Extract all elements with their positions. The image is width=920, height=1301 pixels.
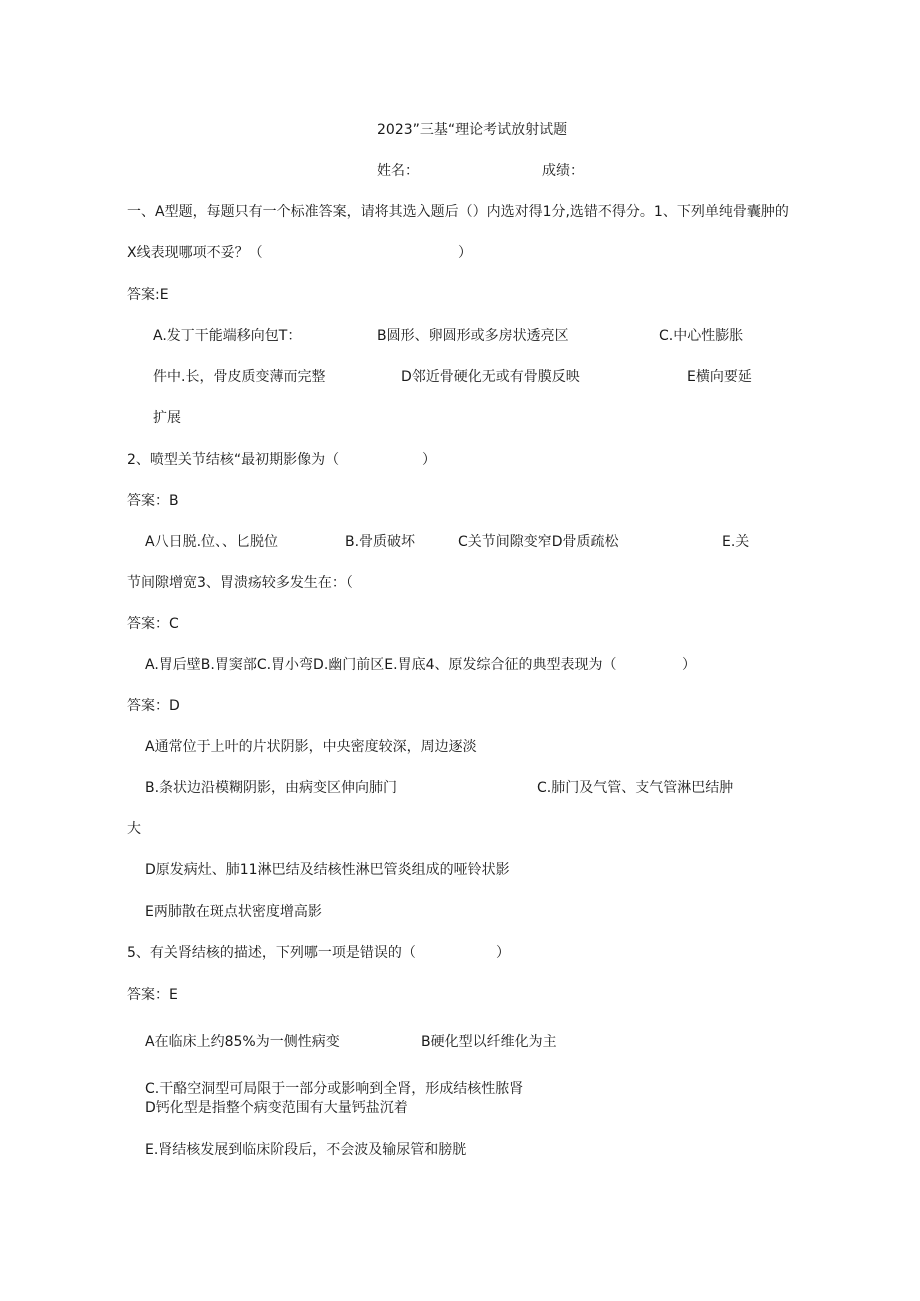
- page-title: 2023”三基“理论考试放射试题: [377, 122, 568, 138]
- q5-stem: 5、有关肾结核的描述，下列哪一项是错误的（: [127, 945, 416, 961]
- q2-stem: 2、喷型关节结核“最初期影像为（: [127, 452, 340, 468]
- q3-options-q4-stem: A.胃后壁B.胃窦部C.胃小弯D.幽门前区E.胃底4、原发综合征的典型表现为（: [145, 657, 617, 673]
- q2-option-e-cont-q3-stem: 节间隙增宽3、胃溃疡较多发生在：（: [127, 575, 353, 591]
- q1-option-c-cont: 件中.长，骨皮质变薄而完整: [153, 369, 326, 385]
- q1-option-c: C.中心性膨胀: [659, 328, 744, 344]
- q1-option-d: D邻近骨硬化无或有骨膜反映: [401, 369, 580, 385]
- q2-option-a: A八日脱.位、、匕脱位: [145, 534, 279, 550]
- q4-option-d: D原发病灶、肺11淋巴结及结核性淋巴管炎组成的哑铃状影: [145, 862, 510, 878]
- q4-option-c-cont: 大: [127, 821, 141, 837]
- q2-answer: 答案：B: [127, 493, 179, 509]
- q2-option-b: B.骨质破坏: [345, 534, 416, 550]
- q1-stem-cont: X线表现哪项不妥？（: [127, 245, 263, 261]
- q5-answer: 答案：E: [127, 987, 178, 1003]
- q5-stem-paren-close: ）: [496, 945, 510, 961]
- name-label: 姓名：: [377, 163, 419, 179]
- q5-option-a: A在临床上约85%为一侧性病变: [145, 1034, 340, 1050]
- q4-stem-paren-close: ）: [682, 657, 696, 673]
- q1-stem-paren-close: ）: [458, 245, 472, 261]
- q4-option-c: C.肺门及气管、支气管淋巴结肿: [537, 780, 734, 796]
- q4-option-b: B.条状边沿模糊阴影，由病变区伸向肺门: [145, 780, 398, 796]
- q2-option-e: E.关: [722, 534, 750, 550]
- q1-option-e-cont: 扩展: [153, 410, 181, 426]
- q5-option-c: C.干酪空洞型可局限于一部分或影响到全肾，形成结核性脓肾: [145, 1081, 524, 1097]
- q2-option-cd: C关节间隙变窄D骨质疏松: [458, 534, 619, 550]
- q1-option-e: E横向要延: [687, 369, 752, 385]
- q4-answer: 答案：D: [127, 698, 180, 714]
- q5-option-d: D钙化型是指整个病变范围有大量钙盐沉着: [145, 1100, 408, 1116]
- score-label: 成绩：: [542, 163, 584, 179]
- q5-option-e: E.肾结核发展到临床阶段后，不会波及输尿管和膀胱: [145, 1142, 467, 1158]
- q2-stem-paren-close: ）: [422, 452, 436, 468]
- q1-answer: 答案:E: [127, 287, 169, 303]
- q1-option-b: B圆形、卵圆形或多房状透亮区: [377, 328, 569, 344]
- q3-answer: 答案：C: [127, 616, 179, 632]
- q4-option-e: E两肺散在斑点状密度增高影: [145, 904, 322, 920]
- q1-option-a: A.发丁干能端移向包T：: [153, 328, 302, 344]
- q5-option-b: B硬化型以纤维化为主: [421, 1034, 557, 1050]
- section-intro-q1-stem: 一、A型题，每题只有一个标准答案，请将其选入题后（）内选对得1分,选错不得分。1、下列单纯骨囊肿的: [127, 204, 789, 220]
- q4-option-a: A通常位于上叶的片状阴影，中央密度较深，周边逐淡: [145, 739, 477, 755]
